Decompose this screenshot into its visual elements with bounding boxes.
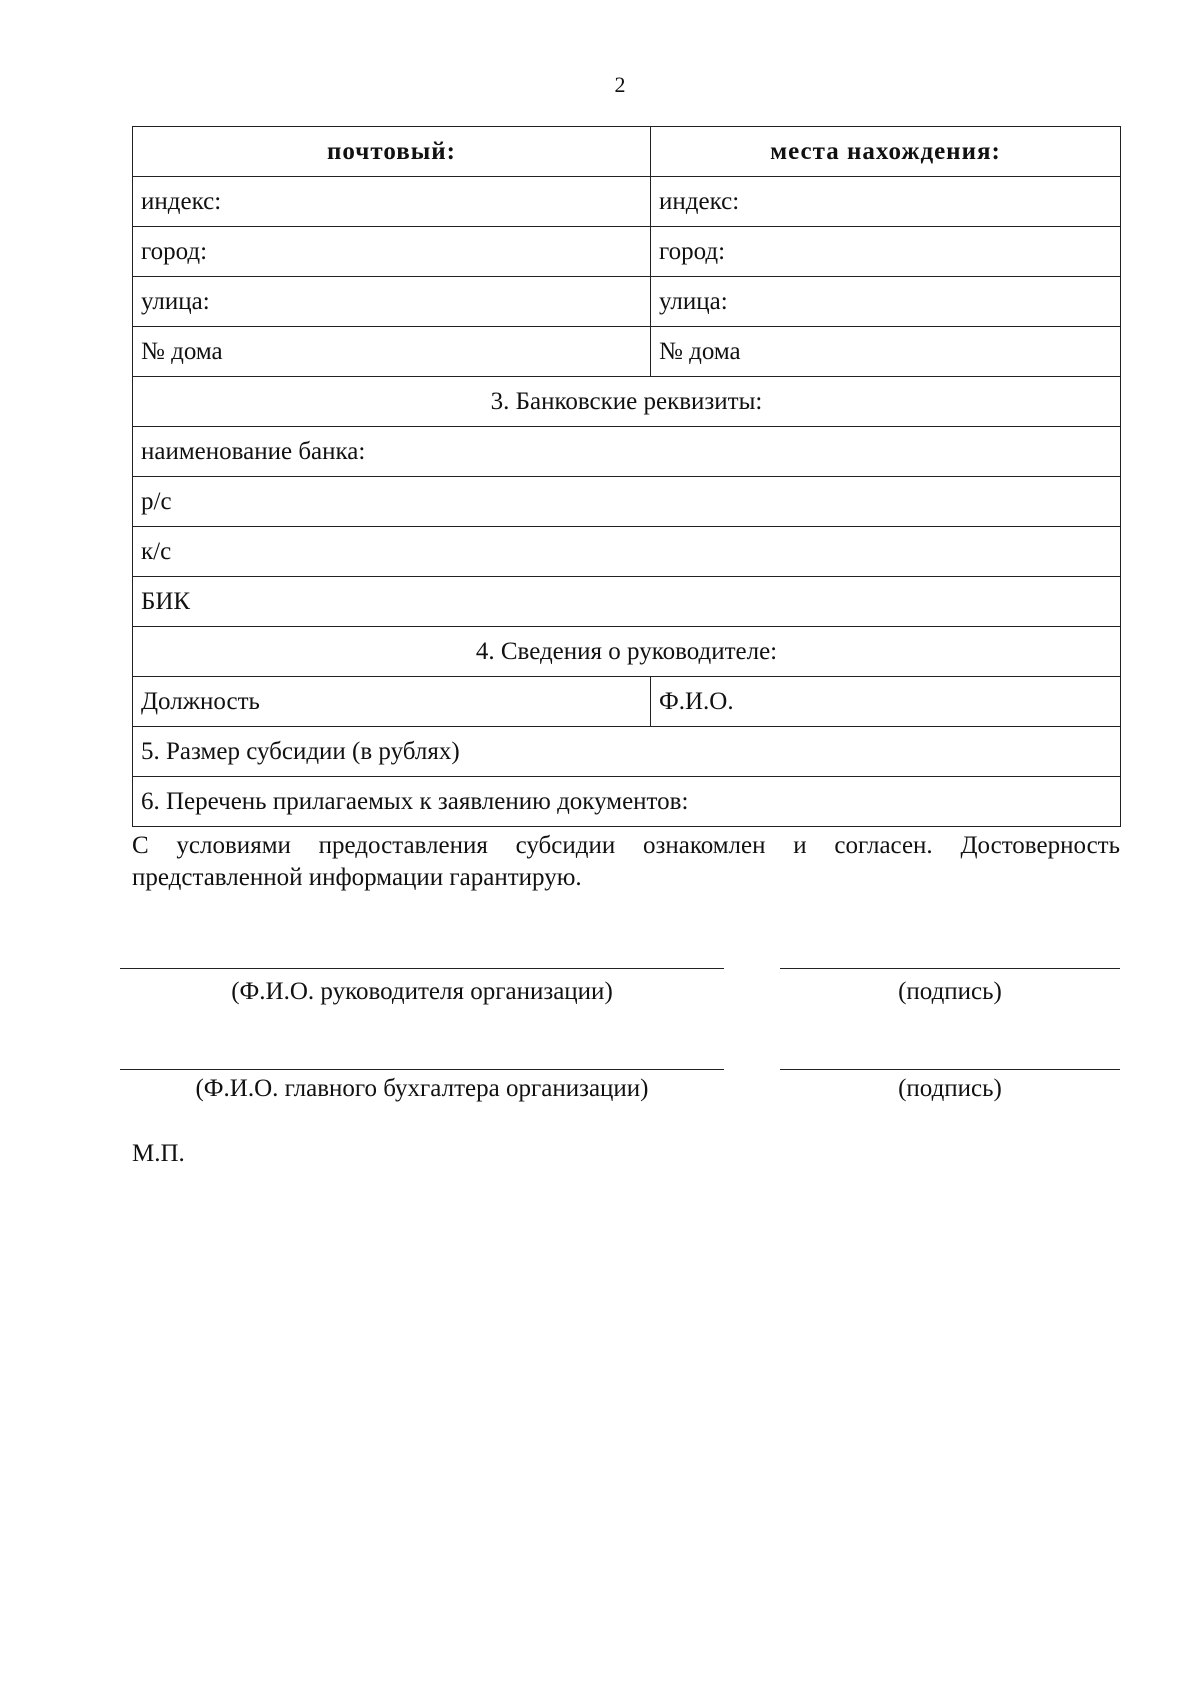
- subsidy-size-row: [133, 727, 1121, 777]
- page-number: 2: [614, 72, 626, 97]
- location-city-field: город:: [651, 227, 1121, 277]
- director-signature-caption: (подпись): [898, 978, 1002, 1005]
- bank-section-title: 3. Банковские реквизиты:: [133, 377, 1121, 427]
- postal-address-header: почтовый:: [133, 127, 651, 177]
- director-signature-line: [780, 968, 1120, 969]
- consent-statement: [132, 830, 1120, 894]
- documents-list-row: [133, 777, 1121, 827]
- director-section-title: 4. Сведения о руководителе:: [133, 627, 1121, 677]
- address-row-street: [133, 277, 1121, 327]
- bik-field: БИК: [133, 577, 1121, 627]
- stamp-place-label: М.П.: [132, 1140, 185, 1167]
- bank-row: [133, 527, 1121, 577]
- address-header-row: [133, 127, 1121, 177]
- bank-row: [133, 427, 1121, 477]
- application-form-table: [132, 126, 1121, 827]
- postal-street-field: улица:: [133, 277, 651, 327]
- subsidy-size-field: 5. Размер субсидии (в рублях): [133, 727, 1121, 777]
- director-name-line: [120, 968, 724, 969]
- address-row-house: [133, 327, 1121, 377]
- bank-name-field: наименование банка:: [133, 427, 1121, 477]
- postal-house-field: № дома: [133, 327, 651, 377]
- accountant-signature-line: [780, 1069, 1120, 1070]
- location-address-header: места нахождения:: [651, 127, 1121, 177]
- location-house-field: № дома: [651, 327, 1121, 377]
- settlement-account-field: р/с: [133, 477, 1121, 527]
- consent-statement-text: С условиями предоставления субсидии ознакомлен и согласен. Достоверность представленной информации гарантирую.: [132, 832, 1120, 891]
- postal-index-field: индекс:: [133, 177, 651, 227]
- location-index-field: индекс:: [651, 177, 1121, 227]
- director-name-caption: (Ф.И.О. руководителя организации): [231, 978, 613, 1005]
- director-row: [133, 677, 1121, 727]
- accountant-name-caption: (Ф.И.О. главного бухгалтера организации): [195, 1075, 649, 1102]
- bank-section-row: [133, 377, 1121, 427]
- location-street-field: улица:: [651, 277, 1121, 327]
- director-name-field: Ф.И.О.: [651, 677, 1121, 727]
- address-row-index: [133, 177, 1121, 227]
- accountant-signature-caption: (подпись): [898, 1075, 1002, 1102]
- bank-row: [133, 477, 1121, 527]
- documents-list-field: 6. Перечень прилагаемых к заявлению документов:: [133, 777, 1121, 827]
- accountant-name-line: [120, 1069, 724, 1070]
- correspondent-account-field: к/с: [133, 527, 1121, 577]
- bank-row: [133, 577, 1121, 627]
- director-position-field: Должность: [133, 677, 651, 727]
- address-row-city: [133, 227, 1121, 277]
- postal-city-field: город:: [133, 227, 651, 277]
- director-section-row: [133, 627, 1121, 677]
